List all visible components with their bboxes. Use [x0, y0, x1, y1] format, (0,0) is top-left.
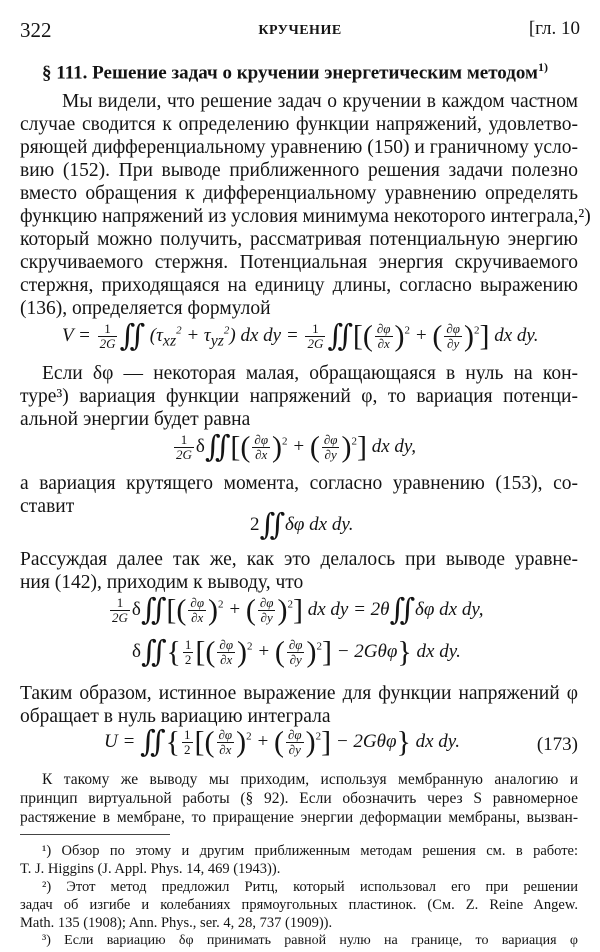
text-line: альной энергии будет равна	[20, 409, 251, 430]
section-footnote-mark: 1)	[537, 60, 548, 74]
footnote-line: ³) Если вариацию δφ принимать равной нулю на границе, то вариация φ	[42, 933, 578, 948]
footnote-line: ¹) Обзор по этому и другим приближенным методам решения см. в работе:	[42, 843, 578, 859]
footnote-line: T. J. Higgins (J. Appl. Phys. 14, 469 (1943)).	[20, 861, 281, 877]
text-line: функцию напряжений из условия минимума некоторого интеграла,²)	[20, 206, 591, 227]
small-text-line: К такому же выводу мы приходим, используя мембранную аналогию и	[42, 771, 578, 788]
text-line: Рассуждая далее так же, как это делалось при выводе уравне-	[20, 549, 578, 570]
text-line: а вариация крутящего момента, согласно уравнению (153), со-	[20, 473, 578, 494]
footnote-line: задач об изгибе и колебаниях прямоугольных пластинок. (См. Z. Reine Angew.	[20, 897, 578, 913]
text-line: Если δφ — некоторая малая, обращающаяся в нуль на кон-	[42, 363, 578, 384]
text-line: туре³) вариация функции напряжений φ, то вариация потенци-	[20, 386, 578, 407]
text-line: Мы видели, что решение задач о кручении в каждом частном	[62, 91, 578, 112]
running-header	[20, 18, 580, 42]
equation-moment-variation: 2∬δφ dx dy.	[250, 508, 354, 542]
text-line: вместо обращения к дифференциальному уравнению определять	[20, 183, 578, 204]
section-title: § 111. Решение задач о кручении энергетическим методом$^{1)}$	[42, 60, 548, 84]
text-line: стержня, приходящаяся на единицу длины, согласно выражению	[20, 275, 578, 296]
text-line: который можно получить, рассматривая потенциальную энергию	[20, 229, 578, 250]
equation-variation-brace: δ∬{ $\frac{1}{2}$ [( $\frac{\partial\varphi}{\partial x}$ )$^2$ + ( $\frac{\partial\varphi}{\partial y}$ )$^2$] − 2Gθφ} dx dy.	[132, 635, 461, 669]
small-text-line: принцип виртуальной работы (§ 92). Если обозначить через S равномерное	[20, 790, 578, 807]
footnote-line: Math. 135 (1908); Ann. Phys., ser. 4, 28, 737 (1909)).	[20, 915, 333, 931]
equation-functional-U: U = ∬{ $\frac{1}{2}$ [( $\frac{\partial\varphi}{\partial x}$ )$^2$ + ( $\frac{\partial\varphi}{\partial y}$ )$^2$] − 2Gθφ} dx dy.	[104, 725, 460, 759]
footnote-rule	[20, 834, 170, 835]
footnote-line: ²) Этот метод предложил Ритц, который использовал его при решении	[42, 879, 578, 895]
text-line: ряющей дифференциальному уравнению (150) и граничному усло-	[20, 137, 578, 158]
text-line: обращает в нуль вариацию интеграла	[20, 706, 331, 727]
running-title: КРУЧЕНИЕ	[258, 23, 342, 38]
equation-energy-variation: $\frac{1}{2G}$ δ∬[( $\frac{\partial\varphi}{\partial x}$ )$^2$ + ( $\frac{\partial\varphi}{\partial y}$ )$^2$] dx dy,	[176, 430, 417, 464]
text-line: ставит	[20, 496, 75, 517]
page-number: 322	[20, 18, 52, 42]
text-line: вию (152). При выводе приближенного решения задачи полезно	[20, 160, 578, 181]
equation-number: (173)	[536, 734, 578, 755]
text-line: Таким образом, истинное выражение для функции напряжений φ	[20, 683, 578, 704]
text-line: (136), определяется формулой	[20, 298, 271, 319]
chapter-label: [гл. 10	[528, 18, 580, 39]
text-line: случае сводится к определению функции напряжений, удовлетво-	[20, 114, 578, 135]
text-line: ния (142), приходим к выводу, что	[20, 572, 304, 593]
text-line: скручиваемого стержня. Потенциальная энергия скручиваемого	[20, 252, 578, 273]
small-text-line: растяжение в мембране, то приращение энергии деформации мембраны, вызван-	[20, 809, 578, 826]
equation-variation-equality: $\frac{1}{2G}$ δ∬[( $\frac{\partial\varphi}{\partial x}$ )$^2$ + ( $\frac{\partial\varphi}{\partial y}$ )$^2$] dx dy = 2θ∬δφ dx dy,	[112, 593, 484, 627]
equation-potential-energy: V = $\frac{1}{2G}$ ∬ $(\tau_{xz}^2 + \tau_{yz}^2)$ dx dy = $\frac{1}{2G}$ ∬[( $\frac{\partial\varphi}{\partial x}$ )$^2$ + ( $\frac{\partial\varphi}{\partial y}$ )$^2$] dx dy.	[62, 319, 539, 353]
